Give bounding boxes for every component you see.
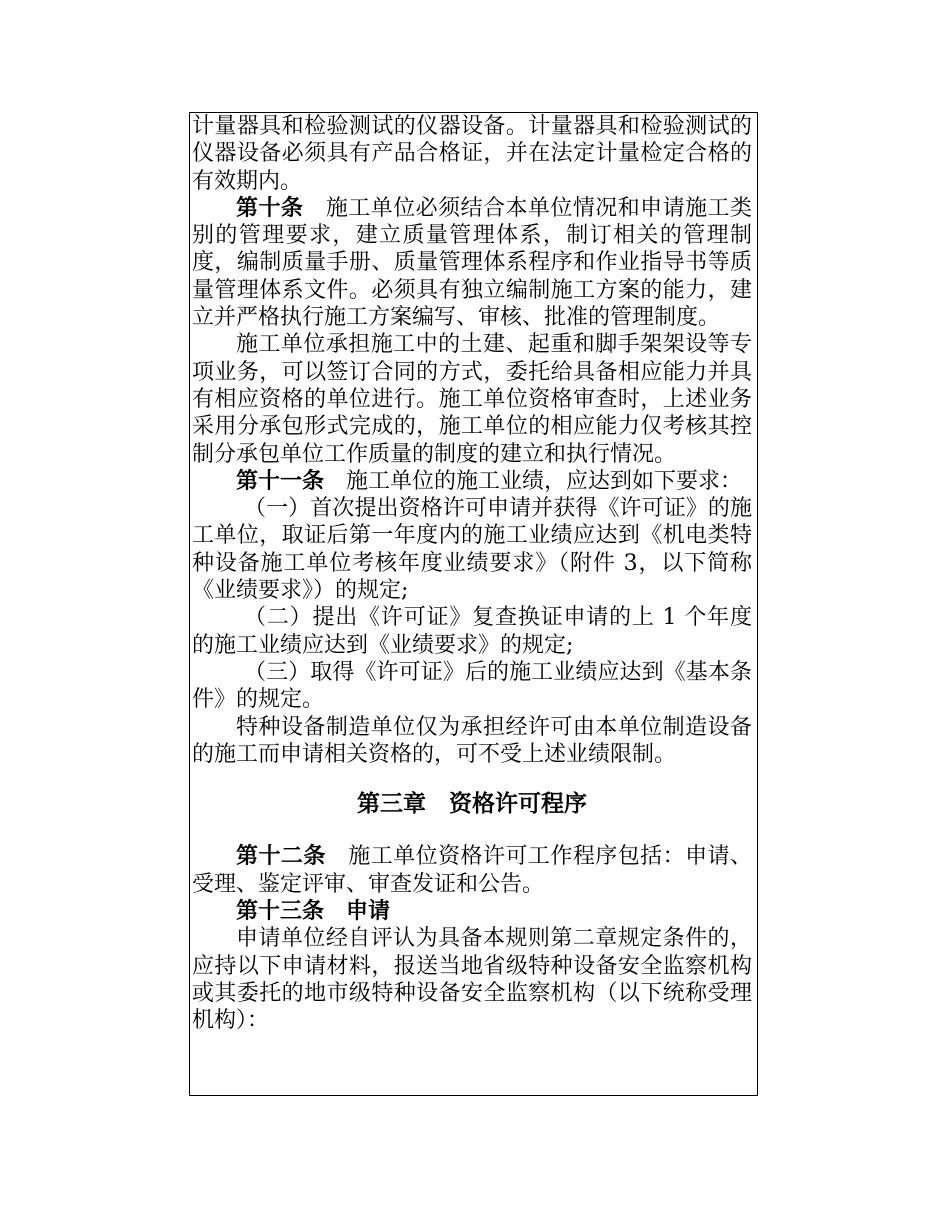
article-13-label: 第十三条 申请 — [236, 898, 391, 925]
document-body — [192, 113, 752, 1035]
list-item-1: （一）首次提出资格许可申请并获得《许可证》的施工单位，取证后第一年度内的施工业绩应达到《机电类特种设备施工单位考核年度业绩要求》（附件 3，以下简称《业绩要求》）的规定; — [192, 496, 752, 604]
list-item-3: （三）取得《许可证》后的施工业绩应达到《基本条件》的规定。 — [192, 659, 752, 713]
page-frame — [189, 112, 758, 1096]
article-12 — [192, 843, 752, 898]
article-10-text: 施工单位必须结合本单位情况和申请施工类别的管理要求，建立质量管理体系，制订相关的管理制度，编制质量手册、质量管理体系程序和作业指导书等质量管理体系文件。必须具有独立编制施工方案的能力，建立并严格执行施工方案编写、审核、批准的管理制度。 — [192, 195, 752, 331]
article-10-label: 第十条 — [236, 194, 304, 221]
article-11 — [192, 468, 752, 495]
article-12-text: 施工单位资格许可工作程序包括：申请、受理、鉴定评审、审查发证和公告。 — [192, 844, 752, 897]
list-item-2: （二）提出《许可证》复查换证申请的上 1 个年度的施工业绩应达到《业绩要求》的规定; — [192, 605, 752, 658]
article-10 — [192, 195, 752, 331]
article-11-label: 第十一条 — [236, 467, 325, 494]
chapter-heading: 第三章 资格许可程序 — [357, 790, 587, 818]
article-12-label: 第十二条 — [236, 843, 326, 870]
paragraph-manufacturer-exemption: 特种设备制造单位仅为承担经许可由本单位制造设备的施工而申请相关资格的，可不受上述业绩限制。 — [192, 714, 752, 767]
paragraph-application-materials: 申请单位经自评认为具备本规则第二章规定条件的，应持以下申请材料，报送当地省级特种设备安全监察机构或其委托的地市级特种设备安全监察机构（以下统称受理机构）： — [192, 926, 752, 1034]
paragraph-subcontracting: 施工单位承担施工中的土建、起重和脚手架架设等专项业务，可以签订合同的方式，委托给具备相应能力并具有相应资格的单位进行。施工单位资格审查时，上述业务采用分承包形式完成的，施工单位的相应能力仅考核其控制分承包单位工作质量的制度的建立和执行情况。 — [192, 332, 752, 467]
article-13 — [192, 898, 752, 925]
paragraph-measuring-instruments: 计量器具和检验测试的仪器设备。计量器具和检验测试的仪器设备必须具有产品合格证，并在法定计量检定合格的有效期内。 — [192, 114, 752, 194]
article-11-text: 施工单位的施工业绩，应达到如下要求： — [324, 468, 743, 494]
